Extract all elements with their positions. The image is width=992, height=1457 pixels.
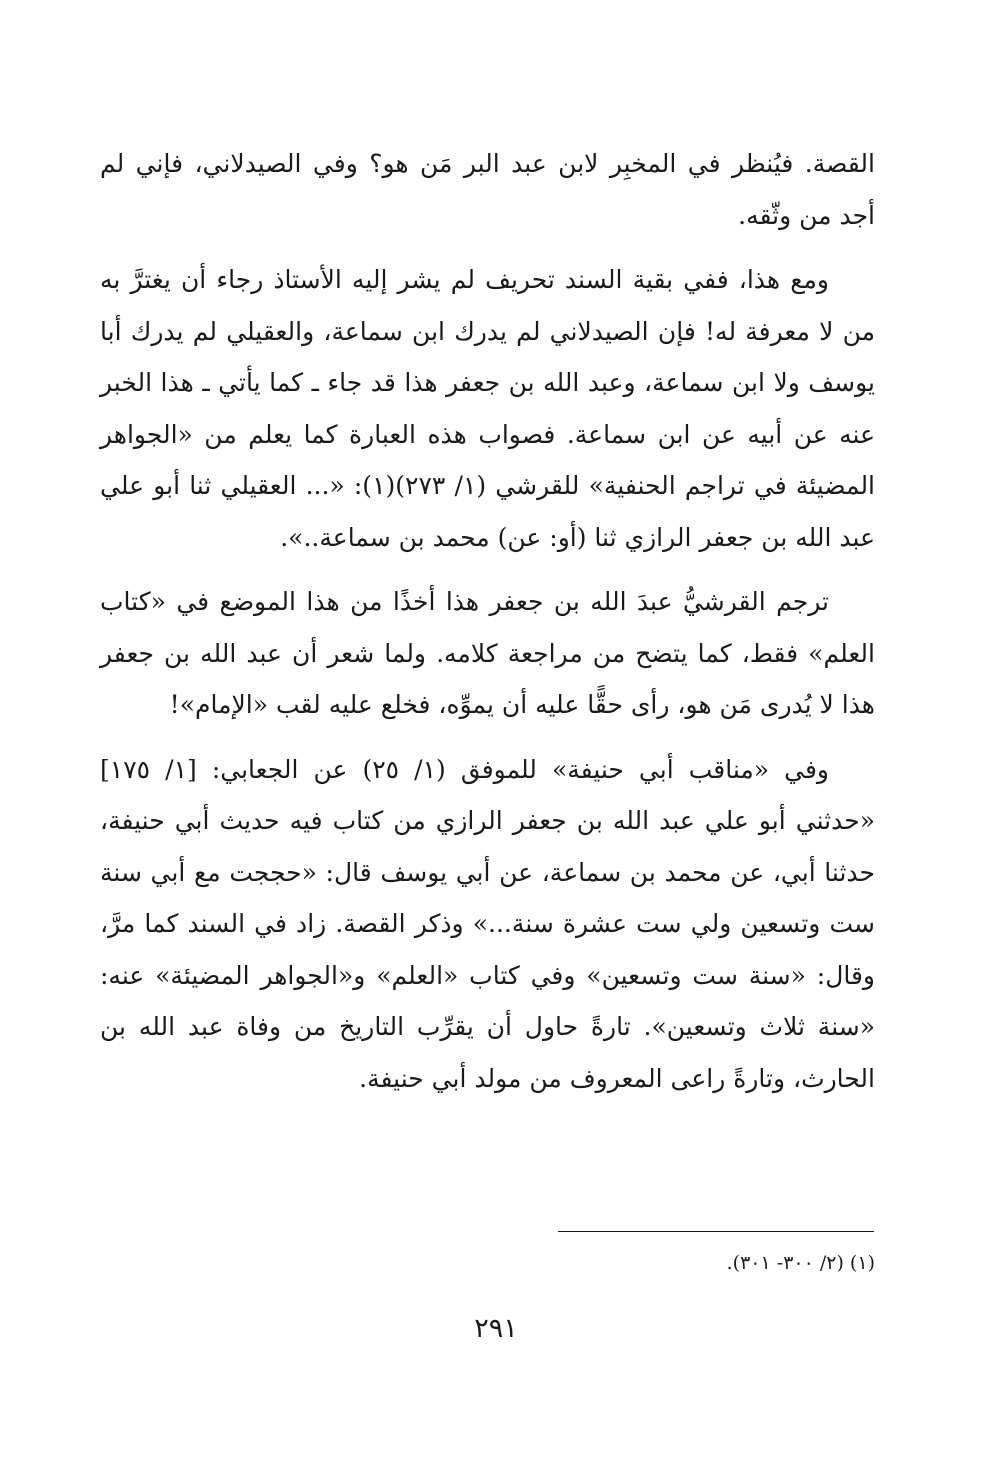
paragraph-3: ترجم القرشيُّ عبدَ الله بن جعفر هذا أخذًا من هذا الموضع في «كتاب العلم» فقط، كما يتضح من مراجعة كلامه. ولما شعر أن عبد الله بن جعفر هذا لا يُدرى مَن هو، رأى حقًّا عليه أن يموِّه، فخلع عليه لقب «الإمام»! [100, 587, 875, 719]
paragraph-2: ومع هذا، ففي بقية السند تحريف لم يشر إليه الأستاذ رجاء أن يغترَّ به من لا معرفة له! فإن الصيدلاني لم يدرك ابن سماعة، والعقيلي لم يدرك أبا يوسف ولا ابن سماعة، وعبد الله بن جعفر هذا قد جاء ـ كما يأتي ـ هذا الخبر عنه عن أبيه عن ابن سماعة. فصواب هذه العبارة كما يعلم من «الجواهر المضيئة في تراجم الحنفية» للقرشي (١/ ٢٧٣)(١): «... العقيلي ثنا أبو علي عبد الله بن جعفر الرازي ثنا (أو: عن) محمد بن سماعة..». [100, 265, 876, 552]
page-number: ٢٩١ [474, 1313, 518, 1344]
page-body [100, 138, 875, 1117]
footnote: (١) (٢/ ٣٠٠- ٣٠١). [726, 1252, 875, 1274]
paragraph-4: وفي «مناقب أبي حنيفة» للموفق (١/ ٢٥) عن الجعابي: [١/ ١٧٥] «حدثني أبو علي عبد الله بن جعفر الرازي من كتاب فيه حديث أبي حنيفة، حدثنا أبي، عن محمد بن سماعة، عن أبي يوسف قال: «حججت مع أبي سنة ست وتسعين ولي ست عشرة سنة...» وذكر القصة. زاد في السند كما مرَّ، وقال: «سنة ست وتسعين» وفي كتاب «العلم» و«الجواهر المضيئة» عنه: «سنة ثلاث وتسعين». تارةً حاول أن يقرِّب التاريخ من وفاة عبد الله بن الحارث، وتارةً راعى المعروف من مولد أبي حنيفة. [100, 754, 875, 1093]
paragraph-1: القصة. فيُنظر في المخبِر لابن عبد البر مَن هو؟ وفي الصيدلاني، فإني لم أجد من وثّقه. [100, 149, 875, 230]
footnote-divider [558, 1231, 874, 1232]
